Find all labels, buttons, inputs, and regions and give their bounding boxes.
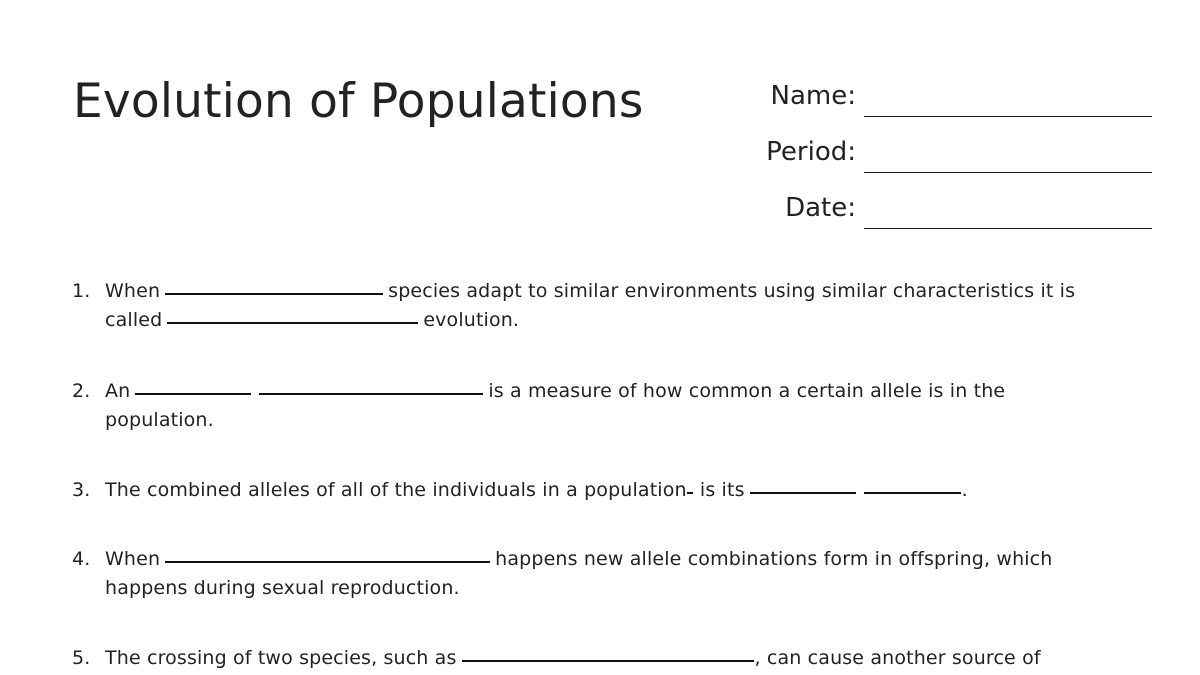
name-line[interactable] — [864, 116, 1152, 117]
question-number: 2. — [72, 380, 91, 402]
answer-blank[interactable] — [165, 292, 383, 295]
name-label: Name: — [770, 81, 856, 111]
question-text: species adapt to similar environments using similar characteristics it is — [388, 280, 1076, 302]
question-text: An — [105, 380, 131, 402]
question-text: happens during sexual reproduction. — [105, 577, 460, 599]
answer-blank[interactable] — [462, 659, 754, 662]
answer-blank[interactable] — [135, 392, 251, 395]
answer-blank[interactable] — [167, 321, 418, 324]
question-text: The combined alleles of all of the individuals in a population — [105, 479, 687, 501]
period-label: Period: — [766, 137, 856, 167]
period-line[interactable] — [864, 172, 1152, 173]
answer-blank[interactable] — [864, 491, 961, 494]
question-text: evolution. — [423, 309, 520, 331]
question-number: 3. — [72, 479, 91, 501]
question-text: . — [961, 479, 968, 501]
question-text: population. — [105, 409, 214, 431]
question-4 — [72, 545, 1122, 603]
question-5 — [72, 644, 1122, 673]
question-2 — [72, 377, 1122, 435]
date-label: Date: — [785, 193, 856, 223]
question-1 — [72, 277, 1122, 335]
date-field[interactable] — [700, 189, 1155, 229]
question-text: , can cause another source of — [754, 647, 1041, 669]
question-number: 5. — [72, 647, 91, 669]
question-text: When — [105, 280, 161, 302]
question-text: is its — [699, 479, 745, 501]
question-text: is a measure of how common a certain allele is in the — [488, 380, 1006, 402]
name-field[interactable] — [700, 77, 1155, 117]
question-text: When — [105, 548, 161, 570]
question-number: 4. — [72, 548, 91, 570]
period-field[interactable] — [700, 133, 1155, 173]
question-3 — [72, 476, 1122, 505]
worksheet-title: Evolution of Populations — [73, 74, 644, 129]
answer-blank[interactable] — [165, 560, 490, 563]
date-line[interactable] — [864, 228, 1152, 229]
answer-blank[interactable] — [750, 491, 856, 494]
question-text: happens new allele combinations form in offspring, which — [495, 548, 1053, 570]
question-number: 1. — [72, 280, 91, 302]
answer-blank[interactable] — [687, 491, 693, 494]
question-text: called — [105, 309, 163, 331]
question-text: The crossing of two species, such as — [105, 647, 457, 669]
answer-blank[interactable] — [259, 392, 483, 395]
